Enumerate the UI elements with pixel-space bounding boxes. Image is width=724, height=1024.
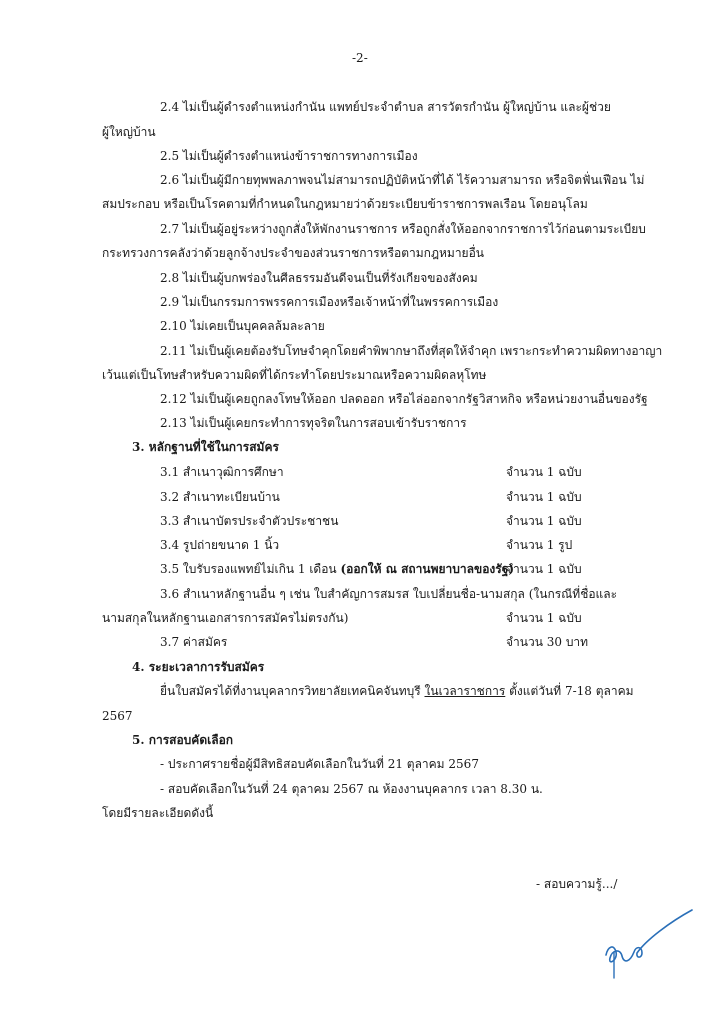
section-4-text xyxy=(160,683,634,699)
section-3-title: 3. หลักฐานที่ใช้ในการสมัคร xyxy=(132,440,279,454)
section-4-year: 2567 xyxy=(102,709,133,723)
qualification-2-6-line1: 2.6 ไม่เป็นผู้มีกายทุพพลภาพจนไม่สามารถปฏิบัติหน้าที่ได้ ไร้ความสามารถ หรือจิตฟั่นเฟือน ไม่ xyxy=(160,173,645,187)
qualification-2-6-line2: สมประกอบ หรือเป็นโรคตามที่กำหนดในกฎหมายว่าด้วยระเบียบข้าราชการพลเรือน โดยอนุโลม xyxy=(102,197,588,211)
qualification-2-4-line2: ผู้ใหญ่บ้าน xyxy=(102,125,156,139)
document-item-qty: จำนวน 1 ฉบับ xyxy=(506,490,582,504)
document-item-qty: จำนวน 1 ฉบับ xyxy=(506,611,582,625)
continuation-marker-text: - สอบความรู้.../ xyxy=(536,877,618,891)
qualification-2-5: 2.5 ไม่เป็นผู้ดำรงตำแหน่งข้าราชการทางการเมือง xyxy=(160,149,418,163)
qualification-2-7-line1: 2.7 ไม่เป็นผู้อยู่ระหว่างถูกสั่งให้พักงานราชการ หรือถูกสั่งให้ออกจากราชการไว้ก่อนตามระเบียบ xyxy=(160,222,646,236)
qualification-2-4-line1: 2.4 ไม่เป็นผู้ดำรงตำแหน่งกำนัน แพทย์ประจำตำบล สารวัตรกำนัน ผู้ใหญ่บ้าน และผู้ช่วย xyxy=(160,100,611,114)
section-5-title: 5. การสอบคัดเลือก xyxy=(132,733,234,747)
signature-mark xyxy=(600,900,700,980)
qualification-2-10: 2.10 ไม่เคยเป็นบุคคลล้มละลาย xyxy=(160,319,325,333)
document-item-qty: จำนวน 1 ฉบับ xyxy=(506,514,582,528)
document-item-qty: จำนวน 30 บาท xyxy=(506,635,589,649)
qualification-2-9: 2.9 ไม่เป็นกรรมการพรรคการเมืองหรือเจ้าหน้าที่ในพรรคการเมือง xyxy=(160,295,499,309)
closing-text: โดยมีรายละเอียดดังนี้ xyxy=(102,806,214,820)
section-4-text-a: ยื่นใบสมัครได้ที่งานบุคลากรวิทยาลัยเทคนิคจันทบุรี xyxy=(160,684,425,698)
document-item-label: 3.7 ค่าสมัคร xyxy=(160,635,228,649)
exam-schedule-item: - ประกาศรายชื่อผู้มีสิทธิสอบคัดเลือกในวันที่ 21 ตุลาคม 2567 xyxy=(160,757,479,771)
qualification-2-11-line1: 2.11 ไม่เป็นผู้เคยต้องรับโทษจำคุกโดยคำพิพากษาถึงที่สุดให้จำคุก เพราะกระทำความผิดทางอาญา xyxy=(160,344,663,358)
document-item-label-bold: (ออกให้ ณ สถานพยาบาลของรัฐ) xyxy=(340,562,515,576)
document-item-qty: จำนวน 1 รูป xyxy=(506,538,573,552)
document-item-label: 3.3 สำเนาบัตรประจำตัวประชาชน xyxy=(160,514,339,528)
qualification-2-11-line2: เว้นแต่เป็นโทษสำหรับความผิดที่ได้กระทำโดยประมาณหรือความผิดลหุโทษ xyxy=(102,368,487,382)
qualification-2-13: 2.13 ไม่เป็นผู้เคยกระทำการทุจริตในการสอบเข้ารับราชการ xyxy=(160,416,467,430)
exam-schedule-item: - สอบคัดเลือกในวันที่ 24 ตุลาคม 2567 ณ ห้องงานบุคลากร เวลา 8.30 น. xyxy=(160,782,543,796)
office-hours-text: ในเวลาราชการ xyxy=(424,684,506,698)
document-item-label: 3.6 สำเนาหลักฐานอื่น ๆ เช่น ใบสำคัญการสมรส ใบเปลี่ยนชื่อ-นามสกุล (ในกรณีที่ชื่อและ xyxy=(160,587,618,601)
qualification-2-12: 2.12 ไม่เป็นผู้เคยถูกลงโทษให้ออก ปลดออก หรือไล่ออกจากรัฐวิสาหกิจ หรือหน่วยงานอื่นของรัฐ xyxy=(160,392,648,406)
page-number: -2- xyxy=(352,51,368,65)
section-4-title: 4. ระยะเวลาการรับสมัคร xyxy=(132,660,265,674)
document-item-row xyxy=(160,561,514,577)
qualification-2-7-line2: กระทรวงการคลังว่าด้วยลูกจ้างประจำของส่วนราชการหรือตามกฎหมายอื่น xyxy=(102,246,485,260)
qualification-2-8: 2.8 ไม่เป็นผู้บกพร่องในศีลธรรมอันดีจนเป็นที่รังเกียจของสังคม xyxy=(160,271,478,285)
document-item-qty: จำนวน 1 ฉบับ xyxy=(506,562,582,576)
document-item-label-continued: นามสกุลในหลักฐานเอกสารการสมัครไม่ตรงกัน) xyxy=(102,611,349,625)
document-item-label: 3.4 รูปถ่ายขนาด 1 นิ้ว xyxy=(160,538,280,552)
document-item-label: 3.5 ใบรับรองแพทย์ไม่เกิน 1 เดือน xyxy=(160,562,337,576)
document-item-qty: จำนวน 1 ฉบับ xyxy=(506,465,582,479)
section-4-text-b: ตั้งแต่วันที่ 7-18 ตุลาคม xyxy=(505,684,634,698)
document-item-label: 3.2 สำเนาทะเบียนบ้าน xyxy=(160,490,280,504)
document-item-label: 3.1 สำเนาวุฒิการศึกษา xyxy=(160,465,284,479)
